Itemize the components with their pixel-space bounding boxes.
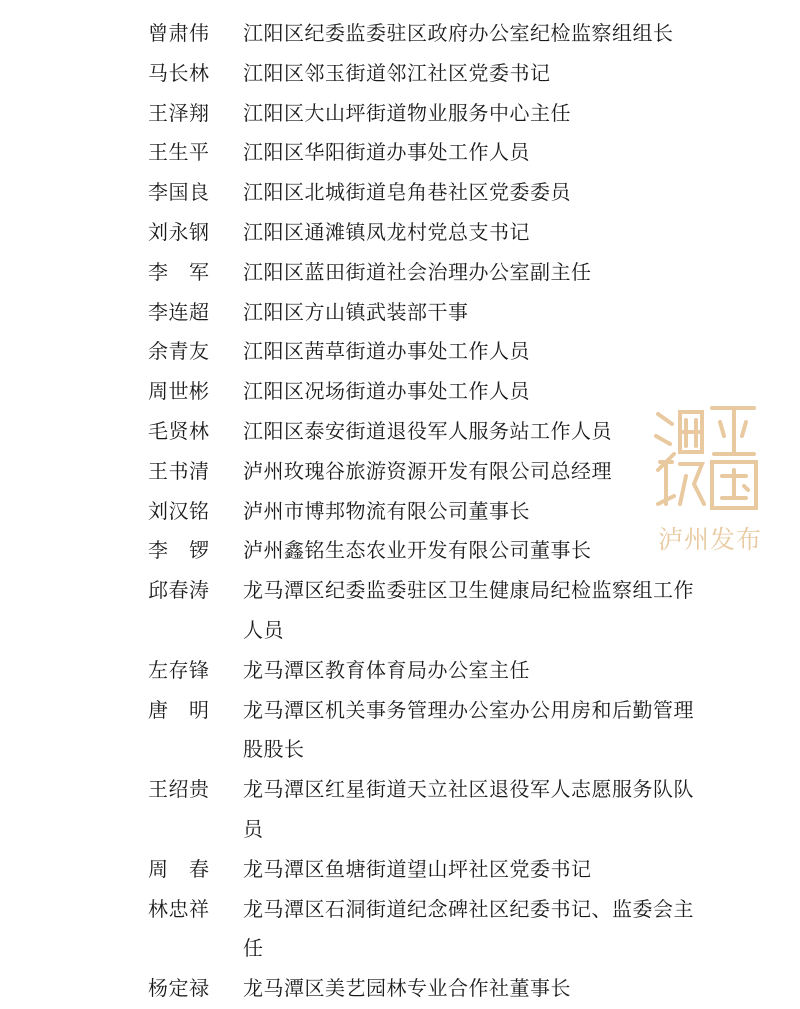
list-item xyxy=(0,969,800,1009)
person-name: 左存锋 xyxy=(148,657,210,682)
person-title: 龙马潭区机关事务管理办公室办公用房和后勤管理股股长 xyxy=(243,697,694,762)
person-title: 龙马潭区教育体育局办公室主任 xyxy=(243,657,530,682)
seal-logo-icon xyxy=(650,400,765,515)
person-title: 江阳区大山坪街道物业服务中心主任 xyxy=(243,100,571,125)
person-name: 毛贤林 xyxy=(148,418,210,443)
person-name: 王泽翔 xyxy=(148,100,210,125)
person-name: 王生平 xyxy=(148,140,210,165)
person-title: 泸州鑫铭生态农业开发有限公司董事长 xyxy=(243,538,592,563)
person-title: 龙马潭区鱼塘街道望山坪社区党委书记 xyxy=(243,856,592,881)
list-item xyxy=(0,691,800,771)
person-name: 李连超 xyxy=(148,299,210,324)
person-title: 龙马潭区美艺园林专业合作社董事长 xyxy=(243,976,571,1001)
list-item xyxy=(0,890,800,970)
person-title: 江阳区纪委监委驻区政府办公室纪检监察组组长 xyxy=(243,21,674,45)
person-name: 余青友 xyxy=(148,339,210,364)
person-name: 李 锣 xyxy=(148,538,210,563)
person-title: 龙马潭区红星街道天立社区退役军人志愿服务队队员 xyxy=(243,777,694,841)
person-name: 马长林 xyxy=(148,60,210,85)
watermark xyxy=(640,400,780,570)
list-item xyxy=(0,850,800,890)
person-title: 泸州市博邦物流有限公司董事长 xyxy=(243,498,530,523)
list-item xyxy=(0,571,800,651)
person-title: 龙马潭区石洞街道纪念碑社区纪委书记、监委会主任 xyxy=(243,896,694,961)
person-title: 龙马潭区纪委监委驻区卫生健康局纪检监察组工作人员 xyxy=(243,578,694,642)
list-item xyxy=(0,253,800,293)
list-item xyxy=(0,173,800,213)
person-title: 江阳区方山镇武装部干事 xyxy=(243,299,469,324)
person-name: 李 军 xyxy=(148,259,210,284)
person-title: 江阳区通滩镇凤龙村党总支书记 xyxy=(243,219,530,244)
person-title: 江阳区泰安街道退役军人服务站工作人员 xyxy=(243,418,612,443)
watermark-caption: 泸州发布 xyxy=(657,525,762,554)
list-item xyxy=(0,770,800,850)
person-title: 江阳区北城街道皂角巷社区党委委员 xyxy=(243,180,571,205)
person-name: 王绍贵 xyxy=(148,777,210,802)
person-title: 江阳区华阳街道办事处工作人员 xyxy=(243,140,530,165)
person-name: 邱春涛 xyxy=(148,578,210,603)
person-title: 江阳区邻玉街道邻江社区党委书记 xyxy=(243,60,551,85)
person-name: 刘永钢 xyxy=(148,219,210,244)
person-name: 李国良 xyxy=(148,180,210,205)
person-title: 泸州玫瑰谷旅游资源开发有限公司总经理 xyxy=(243,458,612,483)
list-item xyxy=(0,14,800,54)
person-title: 江阳区况场街道办事处工作人员 xyxy=(243,379,530,404)
person-name: 唐 明 xyxy=(148,697,210,722)
list-item xyxy=(0,213,800,253)
list-item xyxy=(0,332,800,372)
list-item xyxy=(0,133,800,173)
list-item xyxy=(0,651,800,691)
person-name: 周 春 xyxy=(148,856,210,881)
person-name: 周世彬 xyxy=(148,379,210,404)
person-name: 刘汉铭 xyxy=(148,498,210,523)
list-item xyxy=(0,54,800,94)
list-item xyxy=(0,293,800,333)
person-title: 江阳区蓝田街道社会治理办公室副主任 xyxy=(243,259,592,284)
person-name: 林忠祥 xyxy=(148,896,210,921)
person-title: 江阳区茜草街道办事处工作人员 xyxy=(243,339,530,364)
person-name: 杨定禄 xyxy=(148,976,210,1001)
list-item xyxy=(0,94,800,134)
person-name: 王书清 xyxy=(148,458,210,483)
person-name: 曾肃伟 xyxy=(148,21,210,45)
